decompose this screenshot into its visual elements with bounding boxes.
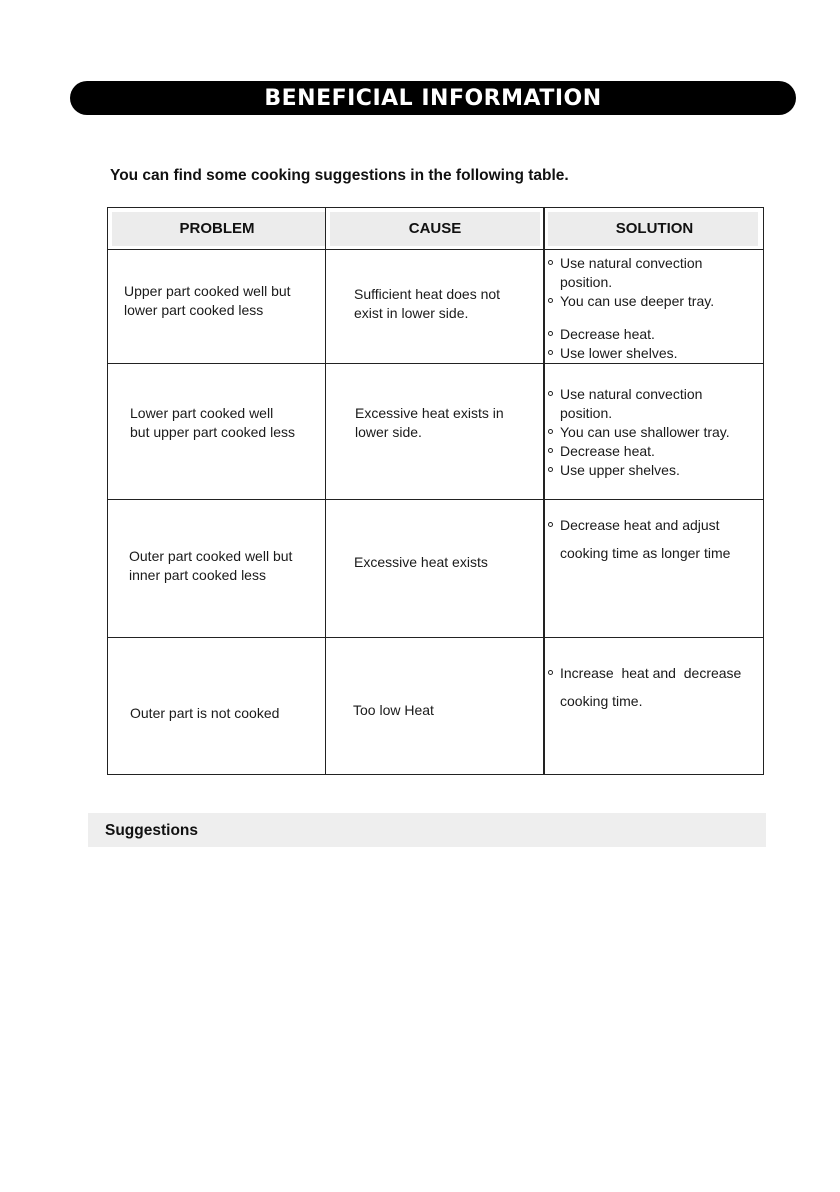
solution-item: Use natural convection position.	[546, 385, 730, 423]
row-divider	[108, 637, 763, 638]
suggestions-title: Suggestions	[105, 822, 199, 839]
column-divider	[325, 208, 326, 774]
solution-cell	[546, 254, 714, 363]
row-divider	[108, 363, 763, 364]
cause-cell: Excessive heat exists	[354, 554, 488, 570]
column-header-problem: PROBLEM	[179, 220, 255, 237]
bullet-icon	[548, 467, 553, 472]
bullet-icon	[548, 429, 553, 434]
suggestions-table	[107, 207, 764, 775]
cause-cell: Sufficient heat does not exist in lower side.	[354, 286, 501, 321]
bullet-icon	[548, 448, 553, 453]
column-header-cause: CAUSE	[408, 220, 462, 237]
bullet-icon	[548, 260, 553, 265]
problem-cell: Outer part is not cooked	[130, 705, 280, 721]
suggestions-section-header	[88, 813, 766, 847]
problem-cell: Outer part cooked well but inner part cooked less	[129, 548, 293, 583]
problem-cell: Lower part cooked well but upper part cooked less	[130, 405, 295, 440]
bullet-icon	[548, 391, 553, 396]
bullet-icon	[548, 522, 553, 527]
page-title: BENEFICIAL INFORMATION	[264, 85, 602, 111]
column-divider	[543, 208, 545, 774]
bullet-icon	[548, 298, 553, 303]
cause-cell: Too low Heat	[353, 702, 434, 718]
problem-cell: Upper part cooked well but lower part cooked less	[124, 283, 291, 318]
solution-cell	[546, 659, 741, 715]
solution-cell	[546, 511, 730, 567]
solution-item: Increase heat and decrease cooking time.	[546, 659, 741, 715]
row-divider	[108, 499, 763, 500]
section-banner	[70, 81, 796, 115]
intro-text: You can find some cooking suggestions in the following table.	[110, 167, 569, 184]
solution-item: You can use deeper tray.	[546, 292, 714, 311]
solution-item: Decrease heat.	[546, 442, 730, 461]
column-header-solution: SOLUTION	[615, 220, 694, 237]
solution-item: Use natural convection position.	[546, 254, 714, 292]
bullet-icon	[548, 350, 553, 355]
bullet-icon	[548, 331, 553, 336]
row-divider	[108, 249, 763, 250]
solution-item: Use lower shelves.	[546, 344, 714, 363]
solution-item: Decrease heat.	[546, 325, 714, 344]
solution-cell	[546, 385, 730, 480]
solution-item: Use upper shelves.	[546, 461, 730, 480]
solution-item: You can use shallower tray.	[546, 423, 730, 442]
bullet-icon	[548, 670, 553, 675]
cause-cell: Excessive heat exists in lower side.	[355, 405, 504, 440]
solution-item: Decrease heat and adjust cooking time as longer time	[546, 511, 730, 567]
